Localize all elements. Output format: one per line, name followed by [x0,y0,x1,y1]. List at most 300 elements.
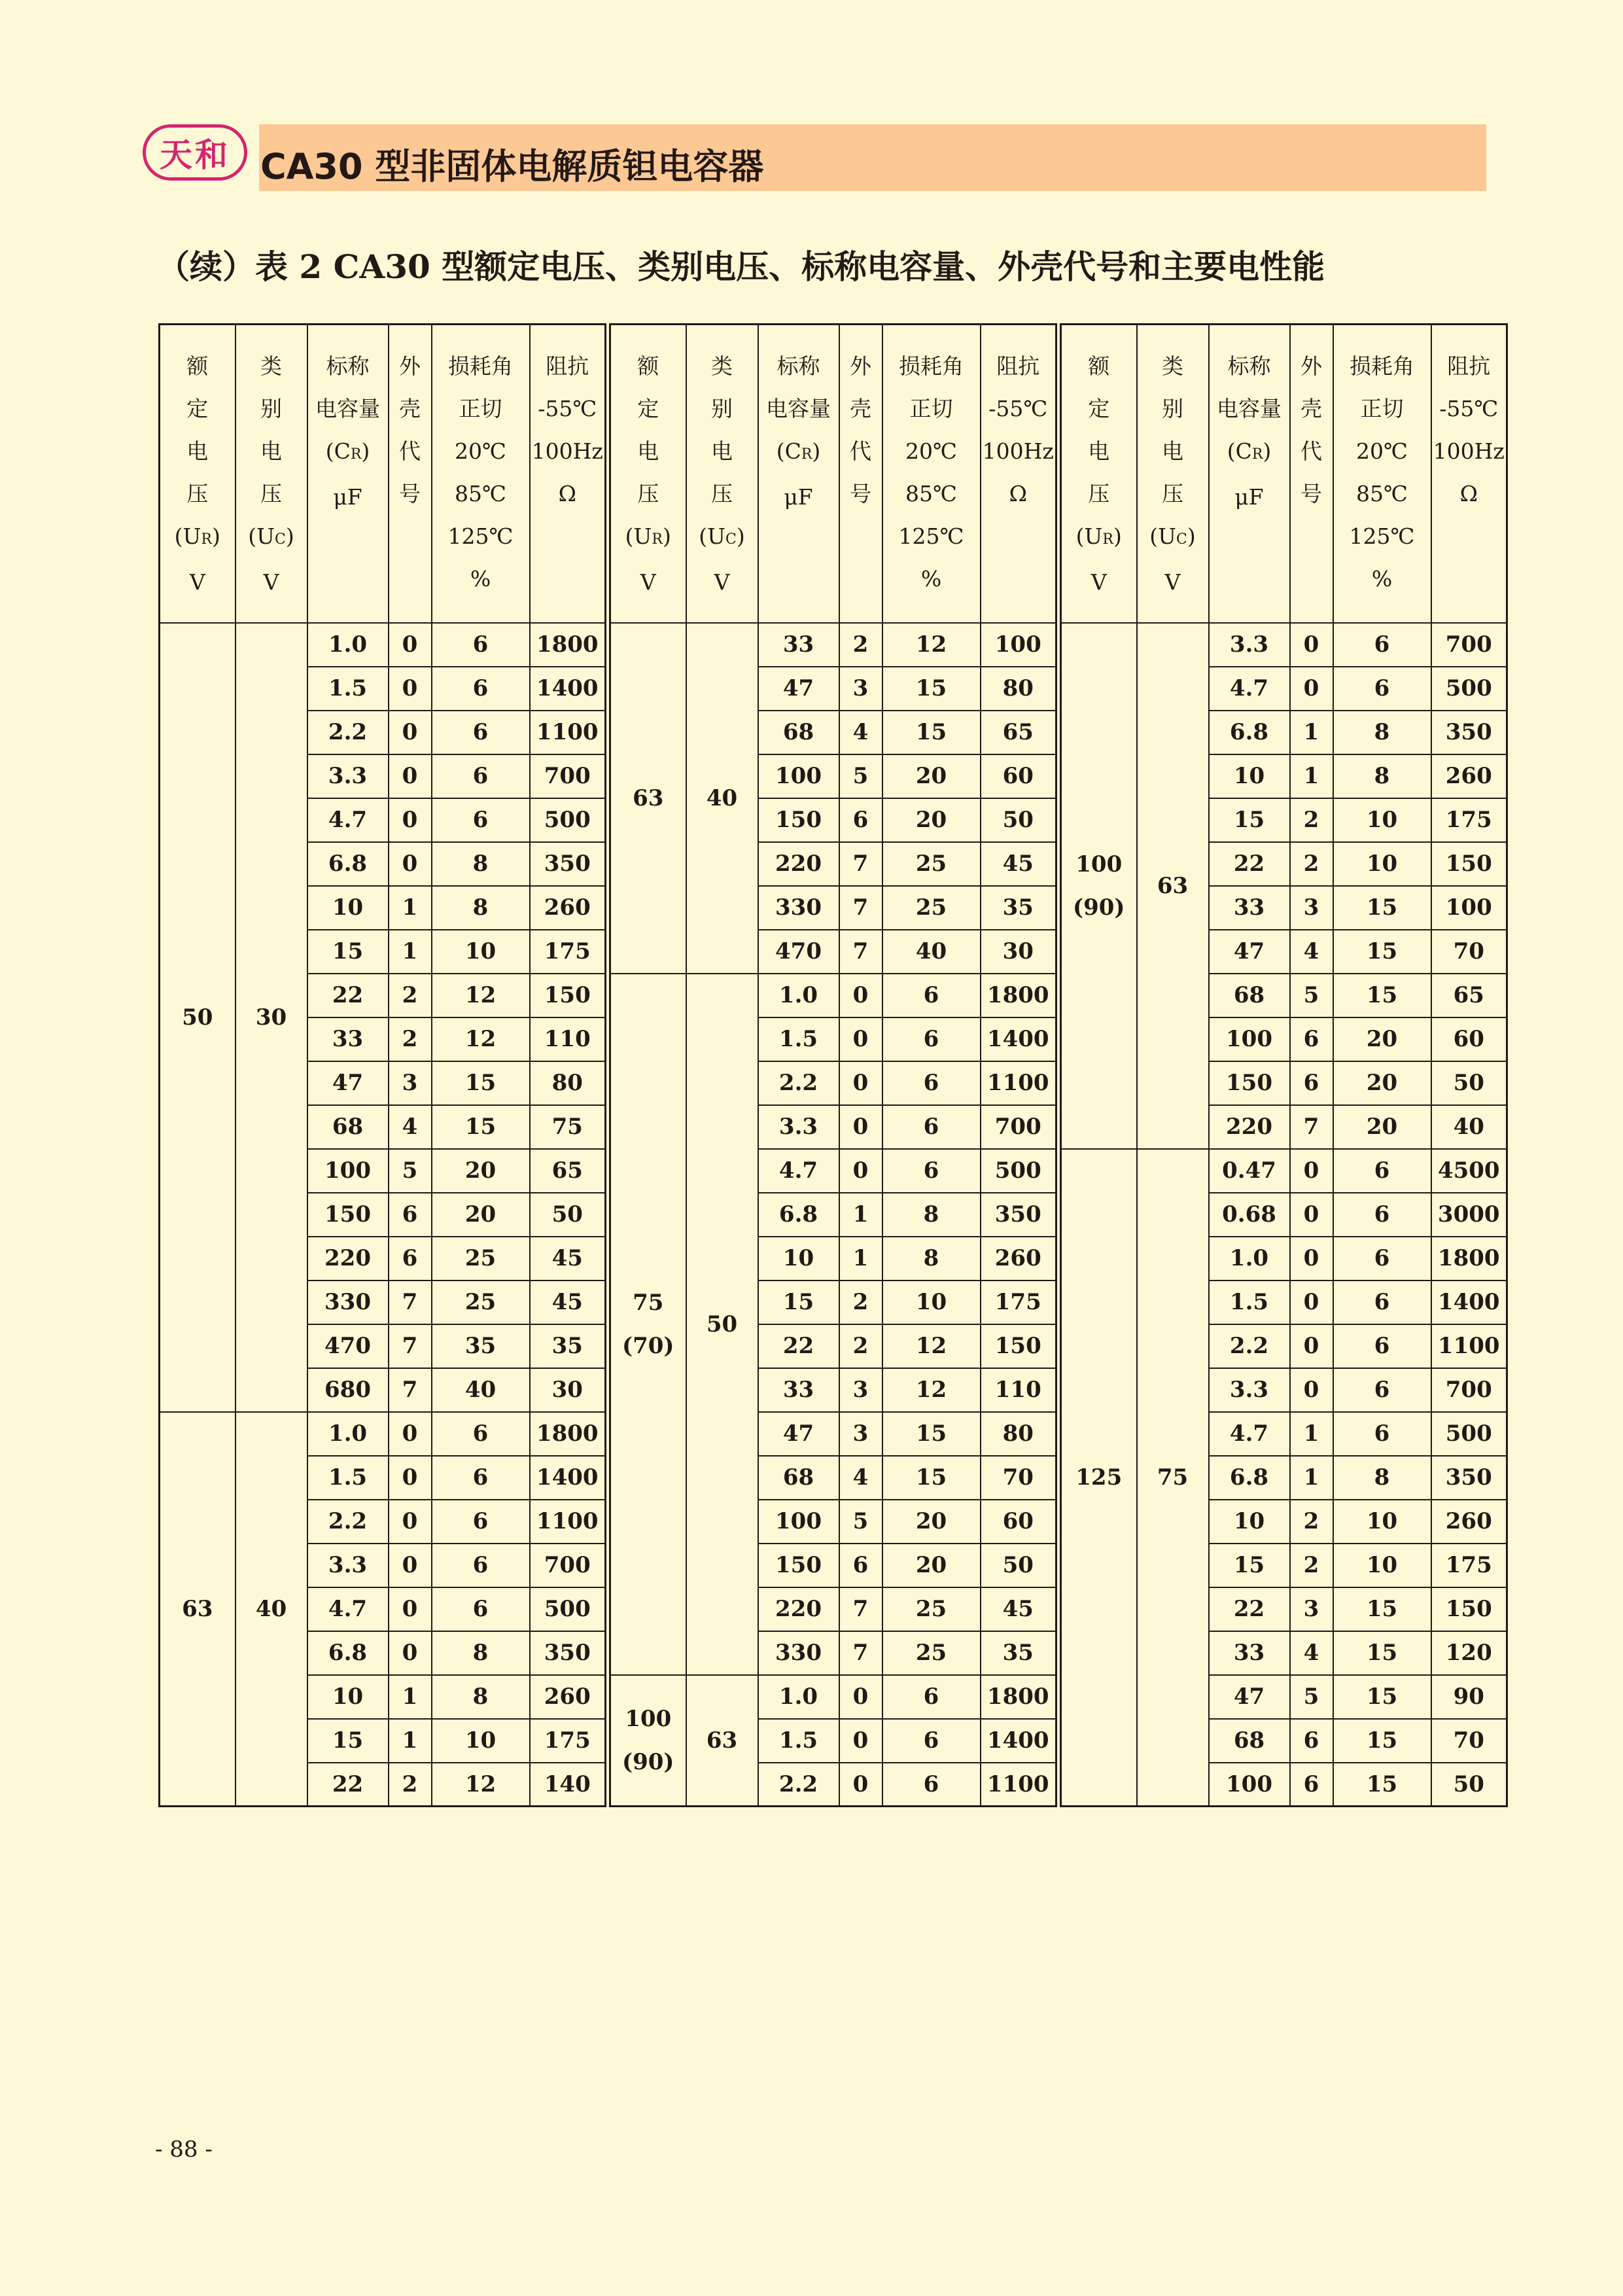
dissipation-factor-cell: 8 [432,1675,530,1719]
capacitance-cell: 4.7 [1209,667,1290,711]
header-line: 别 [711,396,733,421]
impedance-cell: 1800 [981,1675,1056,1719]
impedance-cell: 500 [981,1149,1056,1193]
dissipation-factor-cell: 6 [882,1763,981,1807]
dissipation-factor-cell: 6 [432,1412,530,1456]
table-row [610,623,1056,667]
case-code-cell: 6 [389,1193,432,1237]
table-row [160,1412,606,1456]
case-code-cell: 0 [389,798,432,842]
header-line: 正切 [459,396,502,421]
header-line: 壳 [1300,396,1322,421]
capacitance-cell: 6.8 [758,1193,839,1237]
header-line: 电 [1162,438,1183,464]
capacitance-cell: 470 [307,1324,389,1368]
case-code-cell: 2 [389,1763,432,1807]
dissipation-factor-cell: 15 [882,1412,981,1456]
dissipation-factor-cell: 8 [1333,1456,1431,1500]
capacitance-cell: 15 [758,1280,839,1324]
header-line: 损耗角 [448,353,513,379]
column-header-rated-voltage [160,325,236,623]
impedance-cell: 1800 [530,623,606,667]
header-line: V [640,569,656,595]
capacitance-cell: 47 [758,667,839,711]
header-line: 125℃ [1349,523,1415,549]
capacitance-cell: 0.68 [1209,1193,1290,1237]
case-code-cell: 2 [389,1017,432,1061]
dissipation-factor-cell: 12 [432,974,530,1017]
impedance-cell: 60 [1431,1017,1507,1061]
capacitance-cell: 100 [758,754,839,798]
case-code-cell: 1 [1290,754,1333,798]
column-header-dissipation-factor [1333,325,1431,623]
header-subscript: C [274,531,286,548]
case-code-cell: 0 [389,667,432,711]
rated-voltage-value: 100 [625,1705,672,1732]
capacitance-cell: 1.5 [307,1456,389,1500]
case-code-cell: 1 [839,1237,882,1280]
case-code-cell: 7 [389,1324,432,1368]
impedance-cell: 260 [530,886,606,930]
capacitance-cell: 1.5 [307,667,389,711]
capacitance-cell: 47 [1209,1675,1290,1719]
case-code-cell: 1 [389,1719,432,1763]
impedance-cell: 65 [1431,974,1507,1017]
case-code-cell: 0 [389,1587,432,1631]
case-code-cell: 0 [389,1412,432,1456]
header-line: 阻抗 [546,353,589,379]
dissipation-factor-cell: 25 [882,842,981,886]
capacitance-cell: 3.3 [758,1105,839,1149]
header-line: 定 [1088,396,1110,421]
impedance-cell: 3000 [1431,1193,1507,1237]
capacitance-cell: 1.0 [758,974,839,1017]
capacitance-cell: 15 [307,930,389,974]
header-line: -55℃ [538,396,597,421]
header-line: 正切 [909,396,953,421]
impedance-cell: 350 [1431,711,1507,754]
capacitance-cell: 22 [307,1763,389,1807]
dissipation-factor-cell: 6 [882,1675,981,1719]
impedance-cell: 350 [530,1631,606,1675]
case-code-cell: 3 [839,1412,882,1456]
header-line: V [1091,569,1107,595]
case-code-cell: 0 [1290,1237,1333,1280]
case-code-cell: 4 [389,1105,432,1149]
capacitance-cell: 220 [758,842,839,886]
header-line: 类 [260,353,282,379]
category-voltage-cell: 30 [236,623,307,1412]
header-line: (UC) [248,523,294,549]
dissipation-factor-cell: 10 [882,1280,981,1324]
dissipation-factor-cell: 6 [432,623,530,667]
column-header-impedance [981,325,1056,623]
capacitance-cell: 1.0 [1209,1237,1290,1280]
header-line: 压 [186,481,209,506]
header-line: 电容量 [1217,396,1282,421]
capacitance-cell: 4.7 [1209,1412,1290,1456]
header-line: (CR) [325,438,370,464]
header-line: Ω [1459,481,1478,506]
case-code-cell: 2 [839,1280,882,1324]
header-line: 别 [260,396,282,421]
dissipation-factor-cell: 20 [1333,1017,1431,1061]
dissipation-factor-cell: 8 [882,1237,981,1280]
dissipation-factor-cell: 10 [1333,798,1431,842]
case-code-cell: 1 [1290,1412,1333,1456]
column-header-case-code [839,325,882,623]
header-line: 正切 [1360,396,1404,421]
column-header-dissipation-factor [432,325,530,623]
case-code-cell: 7 [389,1280,432,1324]
capacitance-cell: 10 [1209,754,1290,798]
impedance-cell: 110 [530,1017,606,1061]
dissipation-factor-cell: 12 [882,1368,981,1412]
case-code-cell: 0 [839,1719,882,1763]
header-subscript: C [725,531,737,548]
impedance-cell: 50 [530,1193,606,1237]
impedance-cell: 1400 [530,1456,606,1500]
header-line: 代 [1300,438,1322,464]
impedance-cell: 500 [530,1587,606,1631]
impedance-cell: 1400 [1431,1280,1507,1324]
header-line: 代 [399,438,421,464]
case-code-cell: 7 [839,842,882,886]
impedance-cell: 90 [1431,1675,1507,1719]
capacitance-cell: 15 [307,1719,389,1763]
impedance-cell: 1100 [530,711,606,754]
header-line: 电 [711,438,733,464]
dissipation-factor-cell: 20 [882,1544,981,1587]
capacitance-cell: 1.5 [758,1719,839,1763]
impedance-cell: 35 [530,1324,606,1368]
header-line: 类 [711,353,733,379]
column-header-impedance [1431,325,1507,623]
case-code-cell: 6 [839,1544,882,1587]
dissipation-factor-cell: 20 [1333,1061,1431,1105]
impedance-cell: 500 [1431,1412,1507,1456]
rated-voltage-value: 125 [1075,1464,1123,1491]
header-line: Ω [1009,481,1027,506]
capacitance-cell: 47 [758,1412,839,1456]
impedance-cell: 30 [530,1368,606,1412]
capacitance-cell: 68 [758,1456,839,1500]
impedance-cell: 500 [1431,667,1507,711]
rated-voltage-cell [610,623,686,974]
header-subscript: R [201,531,212,548]
column-header-capacitance [1209,325,1290,623]
impedance-cell: 500 [530,798,606,842]
impedance-cell: 45 [530,1280,606,1324]
case-code-cell: 2 [1290,1500,1333,1544]
header-line: (UR) [174,523,220,549]
table-row [610,1675,1056,1719]
dissipation-factor-cell: 6 [882,974,981,1017]
capacitance-cell: 100 [1209,1017,1290,1061]
dissipation-factor-cell: 10 [432,1719,530,1763]
header-line: (UC) [699,523,745,549]
category-voltage-cell: 75 [1137,1149,1209,1807]
header-line: -55℃ [1439,396,1499,421]
rated-voltage-value: 100 [1075,851,1123,877]
header-line: (UC) [1149,523,1196,549]
column-header-rated-voltage [610,325,686,623]
category-voltage-cell: 40 [236,1412,307,1807]
case-code-cell: 6 [1290,1061,1333,1105]
case-code-cell: 0 [1290,1324,1333,1368]
case-code-cell: 2 [839,1324,882,1368]
impedance-cell: 260 [530,1675,606,1719]
capacitance-cell: 2.2 [307,1500,389,1544]
impedance-cell: 45 [981,1587,1056,1631]
table-row [160,623,606,667]
dissipation-factor-cell: 12 [882,623,981,667]
case-code-cell: 6 [1290,1017,1333,1061]
column-header-category-voltage [236,325,307,623]
table-panel-1 [158,323,606,1807]
dissipation-factor-cell: 15 [1333,1631,1431,1675]
capacitance-cell: 15 [1209,1544,1290,1587]
capacitance-cell: 6.8 [307,842,389,886]
header-line: 125℃ [898,523,964,549]
header-line: 类 [1162,353,1183,379]
dissipation-factor-cell: 15 [1333,930,1431,974]
case-code-cell: 1 [389,886,432,930]
dissipation-factor-cell: 6 [882,1061,981,1105]
impedance-cell: 80 [981,1412,1056,1456]
impedance-cell: 100 [1431,886,1507,930]
capacitance-cell: 6.8 [1209,1456,1290,1500]
case-code-cell: 0 [1290,667,1333,711]
dissipation-factor-cell: 8 [432,1631,530,1675]
header-line: 标称 [777,353,820,379]
impedance-cell: 45 [530,1237,606,1280]
dissipation-factor-cell: 6 [1333,667,1431,711]
case-code-cell: 5 [1290,1675,1333,1719]
header-line: (CR) [1227,438,1272,464]
header-line: 压 [1088,481,1110,506]
impedance-cell: 70 [1431,930,1507,974]
dissipation-factor-cell: 15 [1333,886,1431,930]
capacitance-cell: 1.0 [307,1412,389,1456]
dissipation-factor-cell: 8 [882,1193,981,1237]
impedance-cell: 175 [1431,798,1507,842]
dissipation-factor-cell: 20 [432,1149,530,1193]
capacitance-cell: 33 [758,623,839,667]
case-code-cell: 2 [839,623,882,667]
case-code-cell: 0 [389,754,432,798]
impedance-cell: 1100 [981,1061,1056,1105]
case-code-cell: 3 [389,1061,432,1105]
impedance-cell: 70 [981,1456,1056,1500]
header-line: 阻抗 [996,353,1040,379]
dissipation-factor-cell: 15 [882,667,981,711]
case-code-cell: 0 [1290,623,1333,667]
capacitance-cell: 10 [758,1237,839,1280]
header-line: 电 [1088,438,1110,464]
case-code-cell: 0 [1290,1193,1333,1237]
capacitance-cell: 2.2 [307,711,389,754]
case-code-cell: 0 [839,1017,882,1061]
capacitance-cell: 3.3 [307,1544,389,1587]
case-code-cell: 0 [389,1631,432,1675]
header-row [610,325,1056,623]
column-header-category-voltage [686,325,758,623]
header-subscript: R [1251,446,1263,463]
impedance-cell: 65 [981,711,1056,754]
dissipation-factor-cell: 6 [432,1500,530,1544]
capacitance-cell: 1.5 [1209,1280,1290,1324]
capacitance-cell: 68 [307,1105,389,1149]
header-line: 外 [399,353,421,379]
header-subscript: R [652,531,663,548]
dissipation-factor-cell: 25 [432,1237,530,1280]
case-code-cell: 7 [839,1587,882,1631]
impedance-cell: 350 [1431,1456,1507,1500]
header-subscript: R [350,446,362,463]
dissipation-factor-cell: 15 [432,1061,530,1105]
case-code-cell: 0 [839,1763,882,1807]
header-line: μF [1234,484,1264,510]
impedance-cell: 1800 [530,1412,606,1456]
impedance-cell: 120 [1431,1631,1507,1675]
dissipation-factor-cell: 12 [432,1763,530,1807]
header-line: 额 [186,353,209,379]
dissipation-factor-cell: 20 [882,754,981,798]
header-line: 别 [1162,396,1183,421]
header-line: 20℃ [1356,438,1408,464]
column-header-rated-voltage [1061,325,1137,623]
header-line: 代 [850,438,871,464]
case-code-cell: 0 [389,1456,432,1500]
capacitance-cell: 10 [307,886,389,930]
header-line: 号 [850,481,871,506]
rated-voltage-cell [160,623,236,1412]
impedance-cell: 1400 [530,667,606,711]
case-code-cell: 6 [839,798,882,842]
dissipation-factor-cell: 15 [1333,1763,1431,1807]
table-panel-2 [609,323,1057,1807]
dissipation-factor-cell: 6 [1333,1280,1431,1324]
header-line: 压 [637,481,659,506]
dissipation-factor-cell: 6 [1333,623,1431,667]
case-code-cell: 1 [1290,711,1333,754]
table-caption: （续）表 2 CA30 型额定电压、类别电压、标称电容量、外壳代号和主要电性能 [157,247,1325,286]
case-code-cell: 4 [839,711,882,754]
header-line: 号 [399,481,421,506]
header-line: -55℃ [988,396,1048,421]
capacitance-cell: 47 [1209,930,1290,974]
impedance-cell: 700 [1431,623,1507,667]
category-voltage-cell: 63 [686,1675,758,1807]
impedance-cell: 75 [530,1105,606,1149]
impedance-cell: 35 [981,886,1056,930]
dissipation-factor-cell: 6 [432,754,530,798]
capacitance-cell: 33 [1209,886,1290,930]
capacitance-cell: 33 [758,1368,839,1412]
header-line: (UR) [625,523,671,549]
case-code-cell: 0 [1290,1280,1333,1324]
rated-voltage-cell [1061,623,1137,1149]
dissipation-factor-cell: 25 [882,886,981,930]
capacitance-cell: 4.7 [307,1587,389,1631]
capacitance-cell: 100 [1209,1763,1290,1807]
dissipation-factor-cell: 15 [432,1105,530,1149]
capacitance-cell: 3.3 [307,754,389,798]
capacitance-cell: 220 [307,1237,389,1280]
impedance-cell: 150 [1431,1587,1507,1631]
capacitance-cell: 2.2 [758,1061,839,1105]
column-header-impedance [530,325,606,623]
case-code-cell: 0 [1290,1149,1333,1193]
column-header-capacitance [758,325,839,623]
dissipation-factor-cell: 8 [1333,754,1431,798]
case-code-cell: 0 [839,1675,882,1719]
header-line: 85℃ [1356,481,1408,506]
case-code-cell: 3 [1290,886,1333,930]
rated-voltage-value: (90) [1073,894,1125,921]
header-line: 20℃ [455,438,506,464]
case-code-cell: 1 [389,930,432,974]
dissipation-factor-cell: 25 [882,1631,981,1675]
impedance-cell: 110 [981,1368,1056,1412]
rated-voltage-value: (70) [622,1332,674,1359]
header-line: 额 [1088,353,1110,379]
header-line: 20℃ [905,438,957,464]
capacitance-cell: 1.0 [307,623,389,667]
header-line: 标称 [1227,353,1271,379]
case-code-cell: 7 [839,1631,882,1675]
impedance-cell: 80 [981,667,1056,711]
case-code-cell: 4 [839,1456,882,1500]
impedance-cell: 1100 [981,1763,1056,1807]
impedance-cell: 50 [1431,1763,1507,1807]
header-line: % [1371,566,1393,592]
header-line: 壳 [850,396,871,421]
case-code-cell: 7 [1290,1105,1333,1149]
dissipation-factor-cell: 40 [432,1368,530,1412]
case-code-cell: 0 [389,1500,432,1544]
dissipation-factor-cell: 6 [1333,1324,1431,1368]
capacitance-cell: 330 [758,1631,839,1675]
case-code-cell: 0 [839,1061,882,1105]
header-line: 电容量 [315,396,380,421]
impedance-cell: 60 [981,754,1056,798]
case-code-cell: 4 [1290,1631,1333,1675]
capacitance-cell: 15 [1209,798,1290,842]
impedance-cell: 4500 [1431,1149,1507,1193]
header-line: 85℃ [905,481,957,506]
capacitance-cell: 2.2 [1209,1324,1290,1368]
category-voltage-cell: 40 [686,623,758,974]
rated-voltage-value: 50 [182,1004,213,1031]
case-code-cell: 3 [839,667,882,711]
header-subscript: C [1176,531,1187,548]
dissipation-factor-cell: 25 [882,1587,981,1631]
impedance-cell: 700 [981,1105,1056,1149]
capacitance-cell: 0.47 [1209,1149,1290,1193]
dissipation-factor-cell: 15 [1333,974,1431,1017]
table-row [610,974,1056,1017]
impedance-cell: 150 [981,1324,1056,1368]
dissipation-factor-cell: 15 [1333,1719,1431,1763]
capacitance-cell: 150 [307,1193,389,1237]
impedance-cell: 50 [981,1544,1056,1587]
impedance-cell: 100 [981,623,1056,667]
rated-voltage-value: 63 [182,1595,213,1622]
dissipation-factor-cell: 15 [1333,1675,1431,1719]
dissipation-factor-cell: 6 [1333,1149,1431,1193]
